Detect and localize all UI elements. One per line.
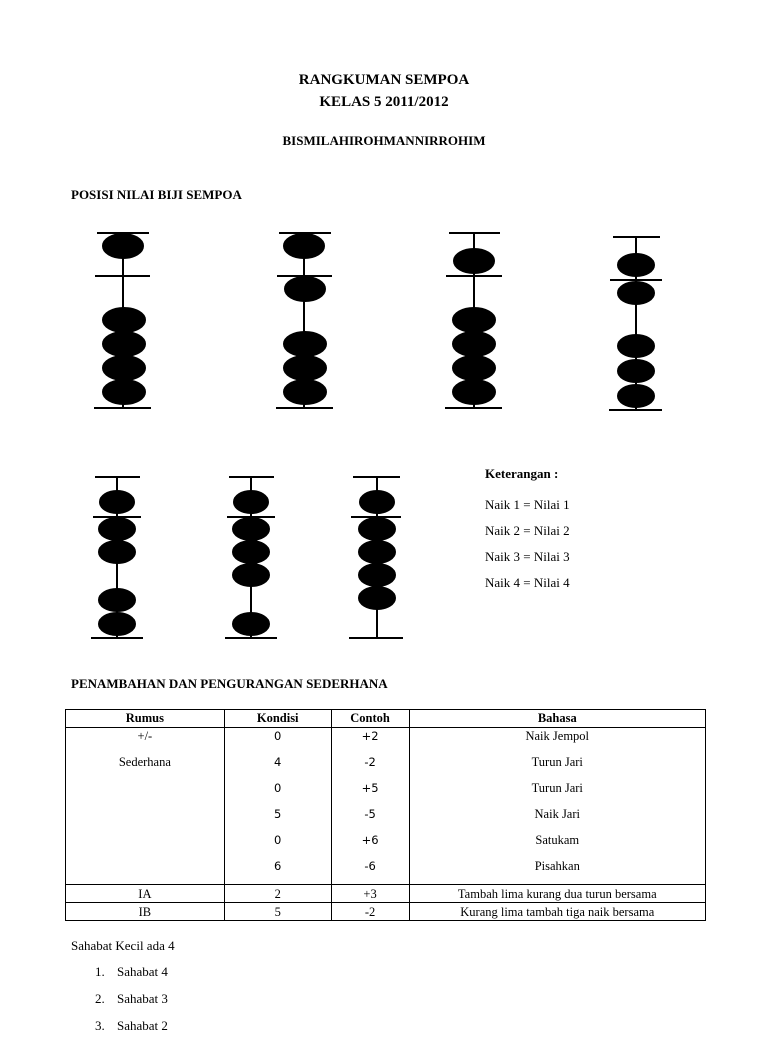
bahasa-value: Turun Jari (531, 755, 583, 769)
keterangan-item: Naik 4 = Nilai 4 (485, 575, 570, 590)
bahasa-cell: Kurang lima tambah tiga naik bersama (409, 903, 705, 921)
bahasa-value: Naik Jari (534, 807, 580, 821)
abacus-bead (233, 564, 269, 586)
document-subtitle: BISMILAHIROHMANNIRROHIM (282, 133, 486, 148)
abacus-bead (453, 380, 495, 404)
abacus-rod-3 (445, 233, 502, 408)
abacus-bead (103, 356, 145, 380)
sahabat-intro: Sahabat Kecil ada 4 (71, 938, 175, 953)
keterangan-box (485, 466, 570, 600)
keterangan-item: Naik 3 = Nilai 3 (485, 549, 570, 564)
table-row (66, 903, 706, 921)
rumus-cell (66, 728, 225, 885)
abacus-bead (618, 254, 654, 276)
abacus-bead (233, 541, 269, 563)
section-heading-posisi: POSISI NILAI BIJI SEMPOA (71, 187, 242, 202)
abacus-bead (234, 491, 268, 513)
abacus-bead (359, 541, 395, 563)
bahasa-cell (409, 728, 705, 885)
abacus-bead (99, 541, 135, 563)
abacus-bead (284, 380, 326, 404)
kondisi-cell: 5 (224, 903, 331, 921)
abacus-bead (233, 518, 269, 540)
list-item (71, 1018, 175, 1045)
bahasa-cell: Tambah lima kurang dua turun bersama (409, 885, 705, 903)
list-item (71, 991, 175, 1018)
contoh-value: -5 (364, 807, 376, 821)
sahabat-section (71, 938, 175, 1045)
list-text: Sahabat 3 (117, 991, 168, 1006)
abacus-bead (103, 380, 145, 404)
column-header-rumus: Rumus (66, 710, 225, 728)
abacus-bead (100, 491, 134, 513)
abacus-rod-5 (91, 477, 143, 638)
bahasa-value: Turun Jari (531, 781, 583, 795)
abacus-bead (103, 234, 143, 258)
abacus-bead (99, 613, 135, 635)
kondisi-value: 5 (274, 807, 282, 821)
abacus-bead (103, 332, 145, 356)
contoh-cell (331, 728, 409, 885)
rumus-table (65, 709, 706, 921)
abacus-bead (99, 518, 135, 540)
keterangan-item: Naik 2 = Nilai 2 (485, 523, 570, 538)
abacus-rod-1 (94, 233, 151, 408)
list-number: 1. (95, 964, 105, 979)
bahasa-value: Naik Jempol (525, 729, 590, 743)
bahasa-value: Satukam (535, 833, 580, 847)
abacus-bead (284, 356, 326, 380)
contoh-cell: +3 (331, 885, 409, 903)
table-header-row (66, 710, 706, 728)
abacus-bead (284, 234, 324, 258)
keterangan-title: Keterangan : (485, 466, 559, 481)
rumus-cell: IA (66, 885, 225, 903)
list-text: Sahabat 2 (117, 1018, 168, 1033)
column-header-bahasa: Bahasa (409, 710, 705, 728)
abacus-bead (360, 491, 394, 513)
abacus-bead (103, 308, 145, 332)
document-class-year: KELAS 5 2011/2012 (319, 94, 449, 110)
list-item (71, 964, 175, 991)
table-row (66, 728, 706, 885)
abacus-bead (233, 613, 269, 635)
contoh-value: -2 (364, 755, 376, 769)
abacus-rod-7 (349, 477, 403, 638)
rumus-cell: IB (66, 903, 225, 921)
kondisi-value: 6 (274, 859, 282, 873)
abacus-bead (285, 277, 325, 301)
rumus-value: Sederhana (118, 755, 171, 769)
abacus-bead (359, 587, 395, 609)
abacus-bead (99, 589, 135, 611)
section-heading-penambahan: PENAMBAHAN DAN PENGURANGAN SEDERHANA (71, 676, 388, 691)
abacus-bead (453, 332, 495, 356)
abacus-bead (618, 385, 654, 407)
kondisi-value: 0 (274, 833, 282, 847)
column-header-kondisi: Kondisi (224, 710, 331, 728)
list-text: Sahabat 4 (117, 964, 168, 979)
abacus-bead (454, 249, 494, 273)
contoh-cell: -2 (331, 903, 409, 921)
abacus-bead (618, 360, 654, 382)
abacus-rod-2 (276, 233, 333, 408)
abacus-bead (284, 332, 326, 356)
kondisi-value: 0 (274, 729, 282, 743)
abacus-bead (453, 356, 495, 380)
contoh-value: +2 (361, 729, 379, 743)
list-number: 3. (95, 1018, 105, 1033)
contoh-value: +6 (361, 833, 379, 847)
abacus-bead (618, 335, 654, 357)
list-number: 2. (95, 991, 105, 1006)
document-title: RANGKUMAN SEMPOA (298, 72, 470, 88)
bahasa-value: Pisahkan (534, 859, 580, 873)
keterangan-item: Naik 1 = Nilai 1 (485, 497, 570, 512)
kondisi-value: 0 (274, 781, 282, 795)
abacus-bead (359, 518, 395, 540)
abacus-rod-6 (225, 477, 277, 638)
contoh-value: +5 (361, 781, 379, 795)
column-header-contoh: Contoh (331, 710, 409, 728)
abacus-bead (453, 308, 495, 332)
kondisi-value: 4 (274, 755, 282, 769)
abacus-rod-4 (609, 237, 662, 410)
abacus-bead (618, 282, 654, 304)
kondisi-cell: 2 (224, 885, 331, 903)
contoh-value: -6 (364, 859, 376, 873)
kondisi-cell (224, 728, 331, 885)
rumus-value: +/- (137, 729, 153, 743)
table-row (66, 885, 706, 903)
abacus-bead (359, 564, 395, 586)
